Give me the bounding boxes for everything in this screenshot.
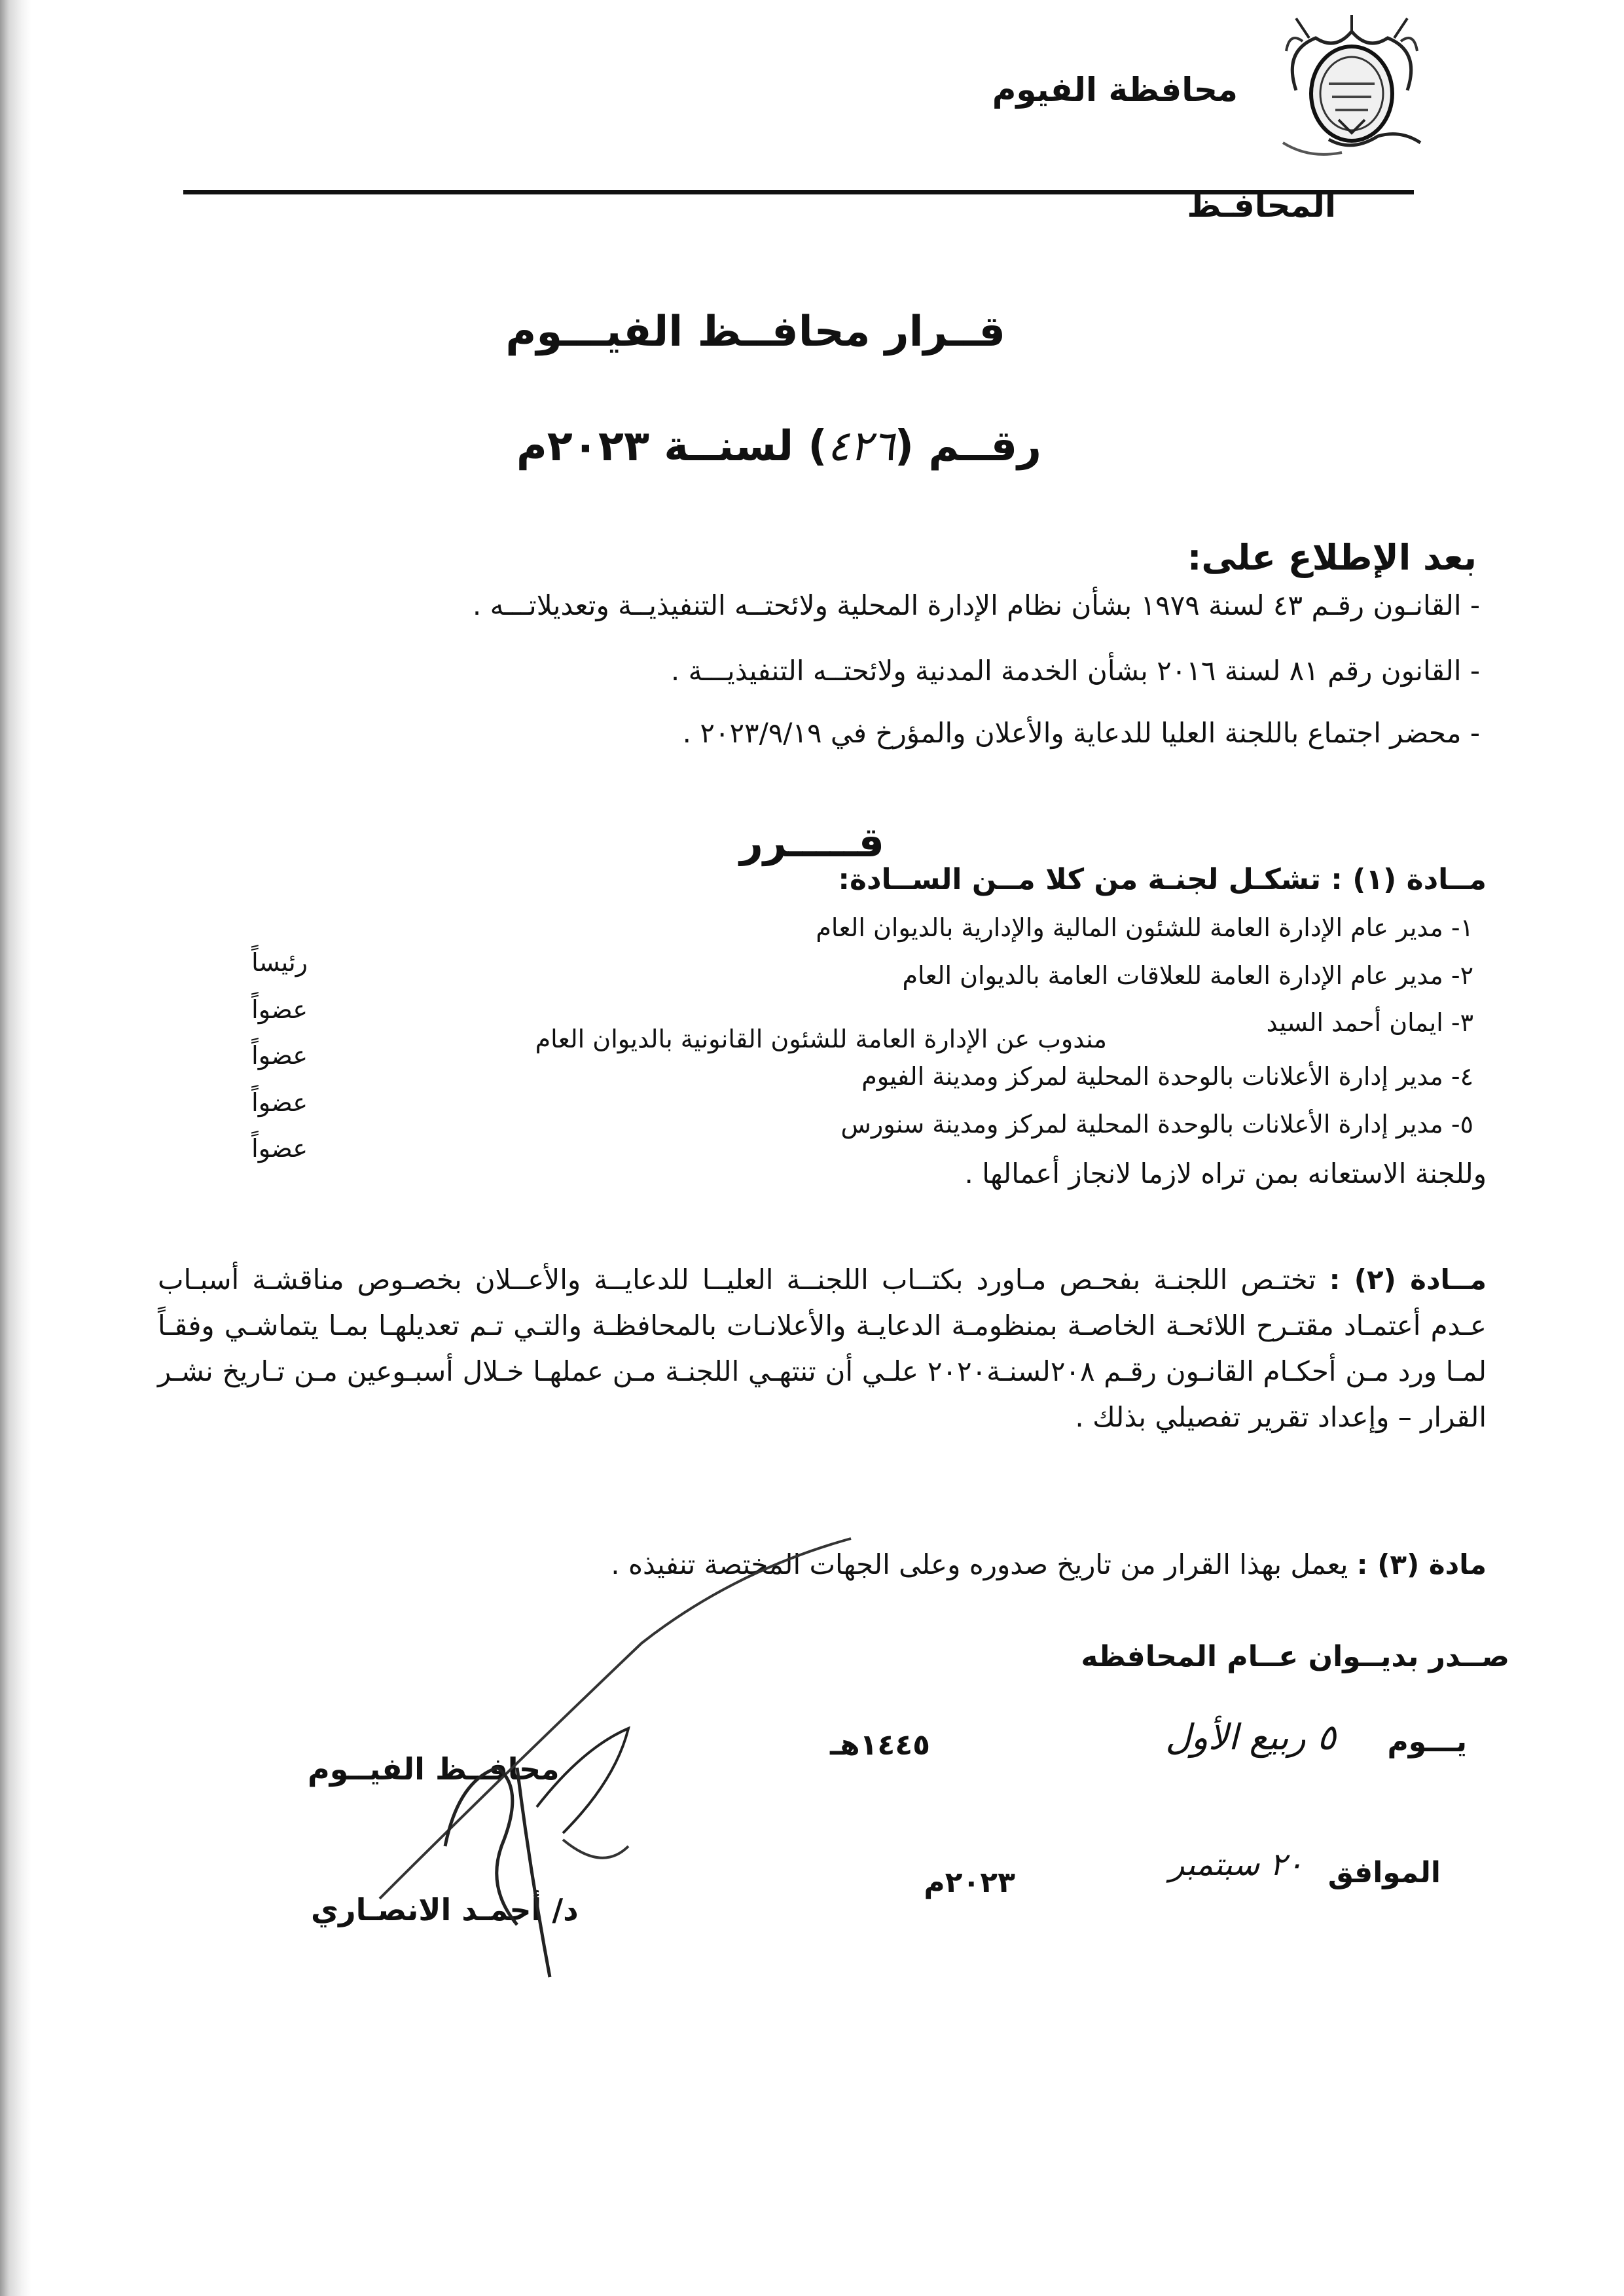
preamble-item: - محضر اجتماع باللجنة العليا للدعاية والأعلان والمؤرخ في ٢٠٢٣/٩/١٩ . <box>682 717 1480 749</box>
hijri-year: ١٤٤٥هـ <box>830 1728 930 1762</box>
article-1-closing: وللجنة الاستعانه بمن تراه لازما لانجاز أعمالها . <box>964 1157 1487 1190</box>
governor-label: المحافـظ <box>1187 187 1336 225</box>
governorate-name: محافظة الفيوم <box>992 71 1238 109</box>
decree-number-prefix: رقــم ( <box>894 422 1041 471</box>
decided-heading: قـــــرر <box>740 818 884 866</box>
decree-title: قــرار محافــظ الفيـــوم <box>505 308 1005 356</box>
day-label: يـــوم <box>1387 1725 1467 1758</box>
member-note: مندوب عن الإدارة العامة للشئون القانونية بالديوان العام <box>535 1025 1107 1053</box>
article-2-text: تختـص اللجنـة بفحـص مـاورد بكتــاب اللجنــة العليــا للدعايــة والأعــلان بخصـوص مناقشـة أسبـاب عـدم أعتمـاد مقتـرح اللائحـة الخاصـة بمنظومـة الدعايـة والأعلانـات بالمحافظـة والتـي تـم تعديلهـا بمـا يتماشـي وفقـاً لمـا ورد مـن أحكـام القانـون رقـم ٢٠٨لسنـة٢٠٢٠ علـي أن تنتهـي اللجنـة مـن عملهـا خـلال أسبـوعين مـن تـاريخ نشـر القرار – وإعداد تقرير تفصيلي بذلك . <box>158 1264 1487 1433</box>
member-item: ٤- مدير إدارة الأعلانات بالوحدة المحلية لمركز ومدينة الفيوم <box>861 1062 1473 1091</box>
decree-number: ٤٢٦ <box>827 422 895 471</box>
member-item: ٢- مدير عام الإدارة العامة للعلاقات العامة بالديوان العام <box>902 961 1473 990</box>
member-item: ١- مدير عام الإدارة العامة للشئون المالية والإدارية بالديوان العام <box>816 913 1473 942</box>
member-role: عضواً <box>251 1041 308 1070</box>
article-3-text: يعمل بهذا القرار من تاريخ صدوره وعلى الجهات المختصة تنفيذه . <box>611 1548 1348 1580</box>
member-item: ٥- مدير إدارة الأعلانات بالوحدة المحلية لمركز ومدينة سنورس <box>840 1110 1473 1139</box>
member-role: عضواً <box>251 1088 308 1117</box>
governorate-emblem-icon <box>1270 12 1434 162</box>
signatory-name: د/ أحمـد الانصـاري <box>311 1892 579 1927</box>
member-role: عضواً <box>251 995 308 1024</box>
member-role: رئيساً <box>251 948 308 977</box>
article-1-heading: مــادة (١) : تشكـل لجنـة من كلا مــن الســادة: <box>838 863 1487 896</box>
article-3-label: مادة (٣) : <box>1356 1548 1487 1580</box>
issued-at: صــدر بديــوان عــام المحافظه <box>1081 1640 1509 1673</box>
scan-shadow <box>0 0 31 2296</box>
member-item: ٣- ايمان أحمد السيد <box>1266 1008 1473 1037</box>
preamble-heading: بعد الإطلاع على: <box>1187 537 1477 578</box>
decree-number-suffix: ) لسنــة ٢٠٢٣م <box>516 422 827 471</box>
corresponding-value: ٢٠ سبتمبر <box>1169 1846 1303 1883</box>
preamble-item: - القانون رقم ٨١ لسنة ٢٠١٦ بشأن الخدمة المدنية ولائحتــه التنفيذيـــة . <box>670 655 1480 687</box>
preamble-item: - القانـون رقـم ٤٣ لسنة ١٩٧٩ بشأن نظام الإدارة المحلية ولائحتــه التنفيذيــة وتعديلاتـــه . <box>472 589 1480 621</box>
gregorian-year: ٢٠٢٣م <box>924 1866 1015 1899</box>
handwritten-signature-icon <box>367 1532 864 1990</box>
article-2-label: مــادة (٢) : <box>1329 1264 1487 1296</box>
day-value: ٥ ربيع الأول <box>1165 1717 1336 1758</box>
member-role: عضواً <box>251 1134 308 1163</box>
article-2 <box>158 1257 1487 1440</box>
decree-number-line <box>516 422 1041 471</box>
signatory-title: محافــظ الفيــوم <box>308 1751 560 1787</box>
corresponding-label: الموافق <box>1327 1856 1441 1889</box>
